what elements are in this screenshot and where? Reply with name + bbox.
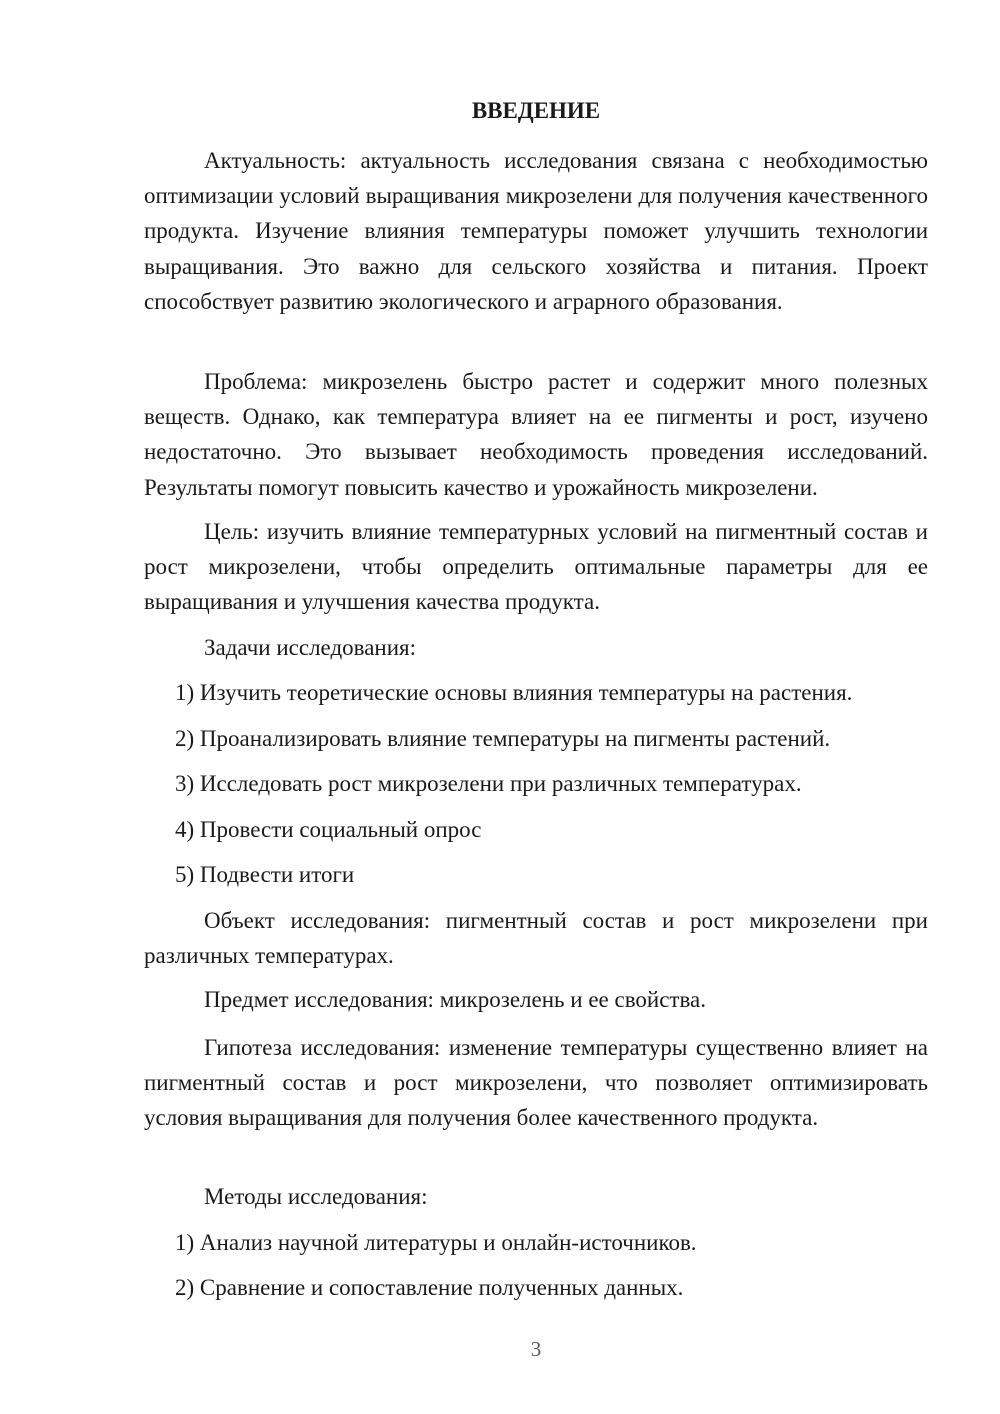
method-item-1: 1) Анализ научной литературы и онлайн-источников. [175, 1230, 697, 1255]
goal-paragraph: Цель: изучить влияние температурных условий на пигментный состав и рост микрозелени, чтобы определить оптимальные параметры для ее выращивания и улучшения качества продукта. [144, 519, 928, 615]
relevance-paragraph: Актуальность: актуальность исследования связана с необходимостью оптимизации условий выращивания микрозелени для получения качественного продукта. Изучение влияния температуры поможет улучшить технологии выращивания. Это важно для сельского хозяйства и питания. Проект способствует развитию экологического и аграрного образования. [144, 148, 928, 314]
section-title: ВВЕДЕНИЕ [471, 98, 601, 123]
task-item-5: 5) Подвести итоги [175, 862, 355, 887]
hypothesis-paragraph: Гипотеза исследования: изменение температуры существенно влияет на пигментный состав и рост микрозелени, что позволяет оптимизировать условия выращивания для получения более качественного продукта. [144, 1035, 928, 1131]
task-item-2: 2) Проанализировать влияние температуры на пигменты растений. [175, 726, 831, 751]
tasks-heading: Задачи исследования: [204, 635, 417, 660]
subject-paragraph: Предмет исследования: микрозелень и ее свойства. [204, 987, 706, 1012]
object-paragraph: Объект исследования: пигментный состав и рост микрозелени при различных температурах. [144, 908, 928, 969]
method-item-2: 2) Сравнение и сопоставление полученных данных. [175, 1275, 684, 1300]
problem-paragraph: Проблема: микрозелень быстро растет и содержит много полезных веществ. Однако, как температура влияет на ее пигменты и рост, изучено недостаточно. Это вызывает необходимость проведения исследований. Результаты помогут повысить качество и урожайность микрозелени. [144, 369, 928, 500]
methods-heading: Методы исследования: [204, 1184, 428, 1209]
task-item-1: 1) Изучить теоретические основы влияния температуры на растения. [175, 680, 853, 705]
page-number: 3 [530, 1337, 542, 1361]
task-item-3: 3) Исследовать рост микрозелени при различных температурах. [175, 771, 802, 796]
task-item-4: 4) Провести социальный опрос [175, 817, 482, 842]
